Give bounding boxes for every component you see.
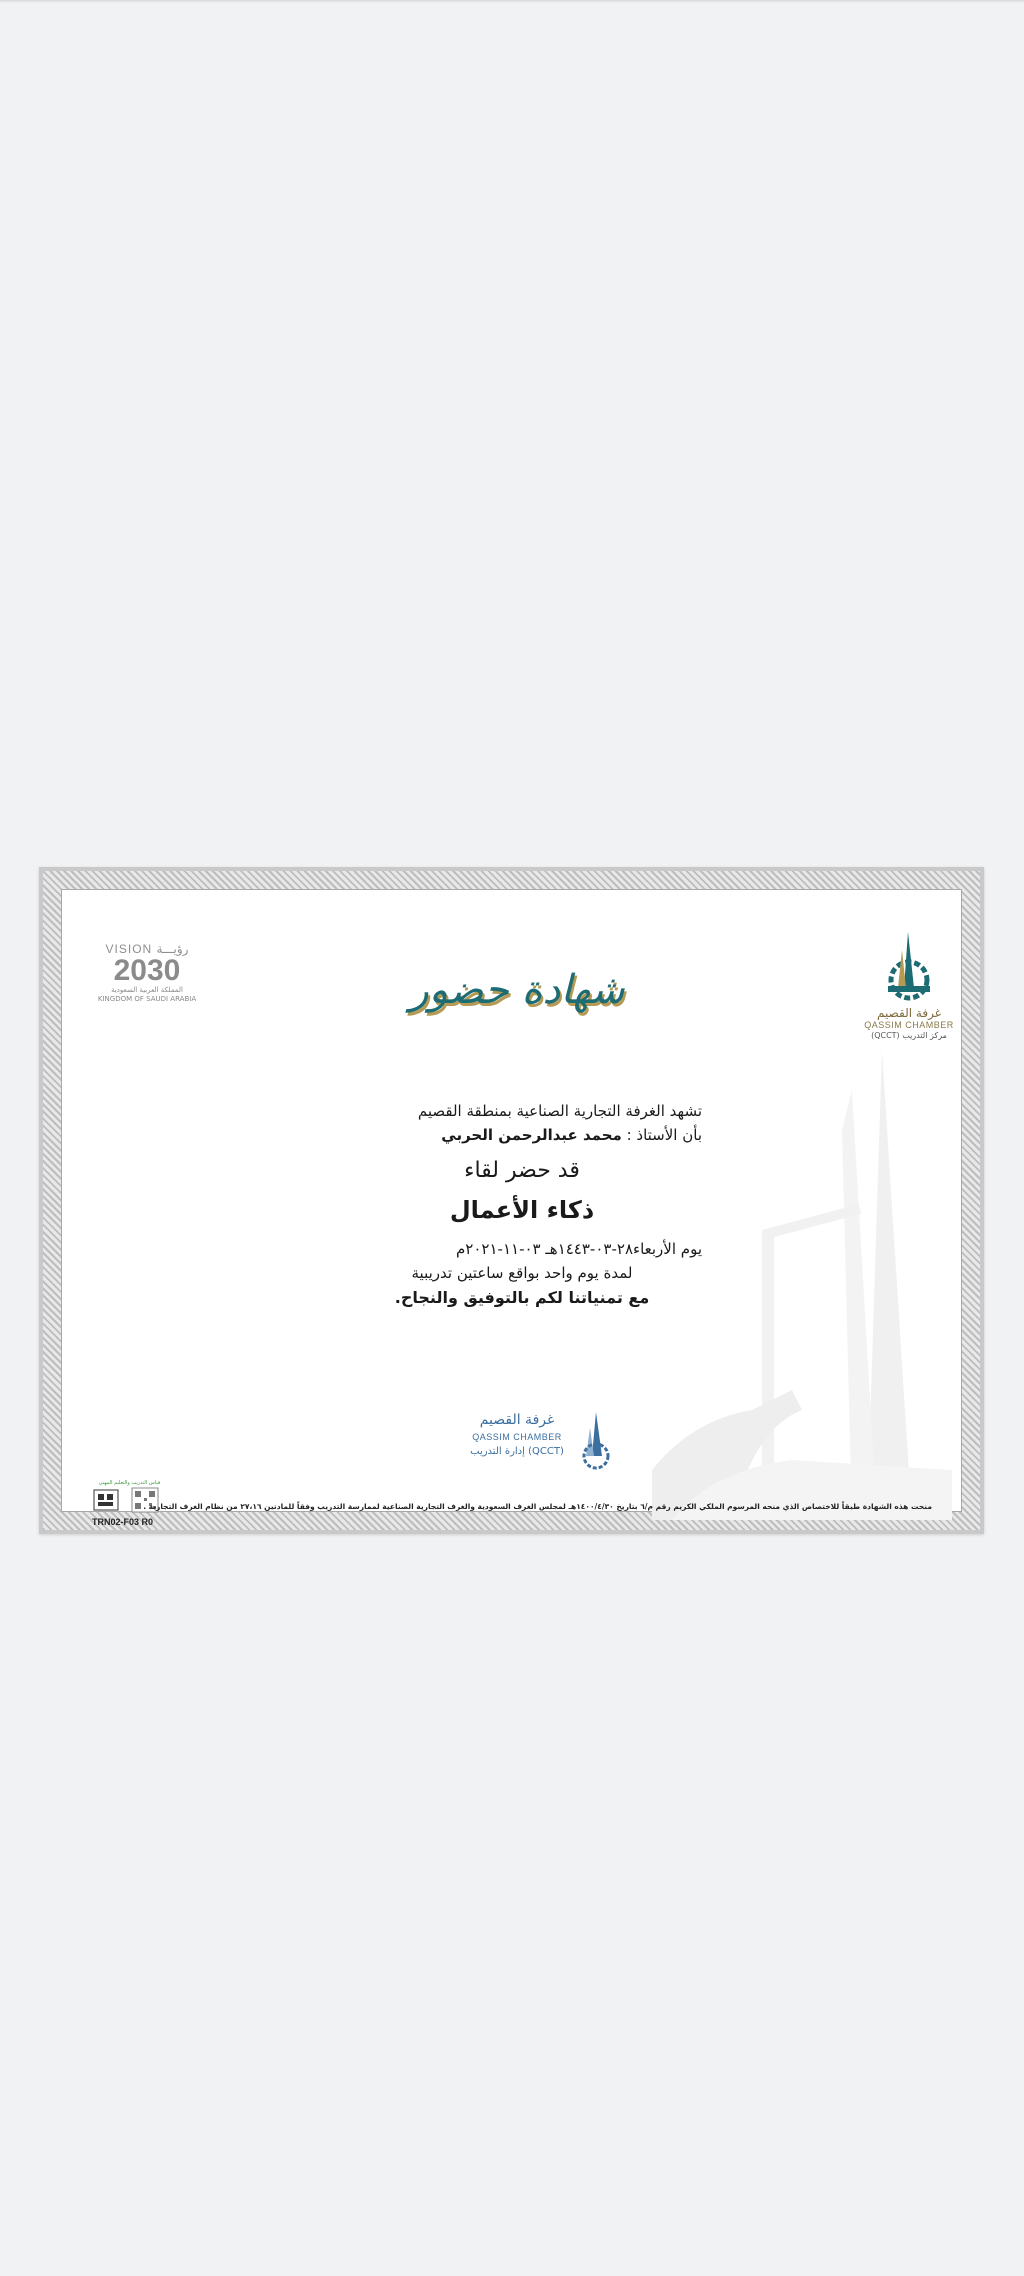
recipient-prefix: بأن الأستاذ : — [626, 1126, 702, 1144]
event-name: ذكاء الأعمال — [449, 1196, 595, 1224]
vision-year: 2030 — [113, 954, 181, 987]
tower-watermark-icon — [652, 1050, 972, 1520]
middle-logo-subtitle: (QCCT) إدارة التدريب — [470, 1446, 564, 1457]
footer-legal-note: منحت هذه الشهادة طبقاً للاختصاص الذي منحه المرسوم الملكي الكريم رقم م/٦ بتاريخ ١٤٠٠/٤/٣٠هـ لمجلس الغرف السعودية والغرف التجارية الصناعية لممارسة التدريب وفقاً للمادتين ٢٧،١٦ من نظام الغرف التجارية . — [143, 1502, 932, 1511]
vision-2030-logo — [92, 942, 202, 1012]
top-shadow — [0, 0, 1024, 3]
attended-line: قد حضر لقاء — [464, 1158, 580, 1183]
vision-en-label: VISION — [105, 942, 153, 956]
qr-code-block — [92, 1480, 167, 1520]
training-department-logo — [462, 1410, 627, 1470]
qr-caption: قياس التدريب والتعليم المهني — [98, 1480, 161, 1486]
form-code: TRN02-F03 R0 — [92, 1517, 154, 1527]
right-logo-subtitle: (QCCT) مركز التدريب — [871, 1031, 947, 1040]
certificate-image — [39, 867, 984, 1534]
recipient-line — [342, 1126, 702, 1144]
vision-ar-label: رؤيـــة — [156, 942, 189, 956]
certificate-title: شهادة حضور — [409, 967, 625, 1013]
date-line: يوم الأربعاء٢٨-٠٣-١٤٤٣هـ ٠٣-١١-٢٠٢١م — [455, 1240, 702, 1258]
middle-logo-english-name: QASSIM CHAMBER — [472, 1432, 562, 1442]
duration-line: لمدة يوم واحد بواقع ساعتين تدريبية — [411, 1264, 633, 1282]
middle-logo-arabic-name: غرفة القصيم — [479, 1412, 555, 1428]
certificate-body — [61, 889, 962, 1527]
vision-kingdom-ar: المملكة العربية السعودية — [111, 986, 183, 994]
qassim-chamber-logo — [859, 930, 959, 1050]
right-logo-english-name: QASSIM CHAMBER — [864, 1020, 954, 1030]
recipient-name: محمد عبدالرحمن الحربي — [441, 1126, 622, 1144]
right-logo-arabic-name: غرفة القصيم — [877, 1006, 941, 1020]
middle-tower-icon — [574, 1410, 624, 1468]
wishes-line: مع تمنياتنا لكم بالتوفيق والنجاح. — [394, 1288, 650, 1307]
issuer-line: تشهد الغرفة التجارية الصناعية بمنطقة القصيم — [417, 1102, 702, 1120]
qassim-tower-icon — [874, 930, 944, 1000]
vision-kingdom-en: KINGDOM OF SAUDI ARABIA — [97, 995, 197, 1003]
